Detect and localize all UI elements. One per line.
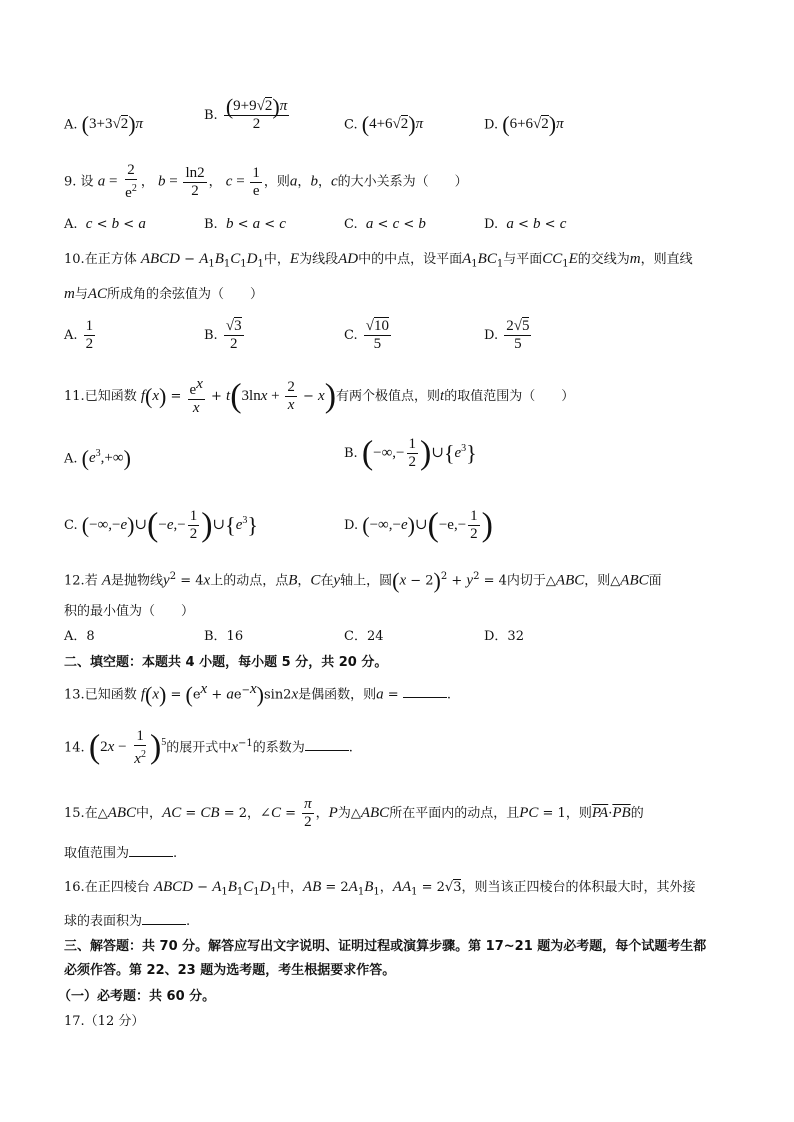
question-12-line2: 积的最小值为（ ）: [64, 604, 195, 619]
section-2-heading: 二、填空题：本题共 4 小题，每小题 5 分，共 20 分。: [64, 655, 388, 670]
q13-answer-blank[interactable]: [403, 685, 447, 698]
question-15: 15.在△ABC中，AC = CB = 2，∠C = $\frac{\pi}{2}$ ，P为△ABC所在平面内的动点，且PC = 1，则$\overline{PA}\cdot\overline{PB}$的: [64, 796, 644, 830]
section-3-heading: 三、解答题：共 70 分。解答应写出文字说明、证明过程或演算步骤。第 17~21 题为必考题，每个试题考生都: [64, 939, 707, 954]
q15-answer-blank[interactable]: [129, 844, 173, 857]
q8-option-a: A. (3+3√2)π: [64, 112, 144, 137]
question-10: 10.在正方体 ABCD − $A_1B_1C_1D_1$中，E为线段AD中的中点，设平面$A_1BC_1$与平面$CC_1E$的交线为m，则直线: [64, 251, 693, 270]
question-9: 9. 设 a = $\frac{2}{e^2}$ ， b = $\frac{\ln 2}{2}$ ， c = $\frac{1}{e}$ ，则a，b，c的大小关系为（ ）: [64, 162, 468, 201]
question-12: 12.若 A是抛物线$y^2 = 4x$上的动点，点B，C在y轴上，圆$(x - 2)^2 + y^2 = 4$内切于△ABC，则△ABC面: [64, 568, 662, 593]
question-11: 11.已知函数 f(x) = $\frac{e^x}{x}$ + t(3lnx + $\frac{2}{x}$ − x)有两个极值点，则t的取值范围为（ ）: [64, 376, 575, 416]
question-13: 13.已知函数 $f(x) = (e^x + ae^{-x})\sin 2x$是偶函数，则a = .: [64, 681, 451, 707]
question-14: 14. (2x − $\frac{1}{x^2}$ )$^5$的展开式中$x^{-1}$的系数为 .: [64, 728, 353, 767]
question-17: 17.（12 分）: [64, 1014, 145, 1029]
question-16-line2: 球的表面积为 .: [64, 914, 191, 929]
question-10-line2: m与AC所成角的余弦值为（ ）: [64, 286, 264, 302]
q8-option-d: D. (6+6√2)π: [484, 112, 564, 137]
question-15-line2: 取值范围为 .: [64, 846, 178, 861]
q14-answer-blank[interactable]: [305, 738, 349, 751]
q16-answer-blank[interactable]: [142, 912, 186, 925]
q8-option-c: C. (4+6√2)π: [344, 112, 424, 137]
section-3-subheading: （一）必考题：共 60 分。: [58, 989, 216, 1004]
question-16: 16.在正四棱台 ABCD − $A_1B_1C_1D_1$中，AB = $2A_1B_1$，$AA_1 = 2√3$，则当该正四棱台的体积最大时，其外接: [64, 879, 696, 898]
q8-option-b: B. $\frac{(9+9√2)\pi}{2}$: [204, 94, 288, 133]
section-3-heading-line2: 必须作答。第 22、23 题为选考题，考生根据要求作答。: [64, 963, 396, 978]
